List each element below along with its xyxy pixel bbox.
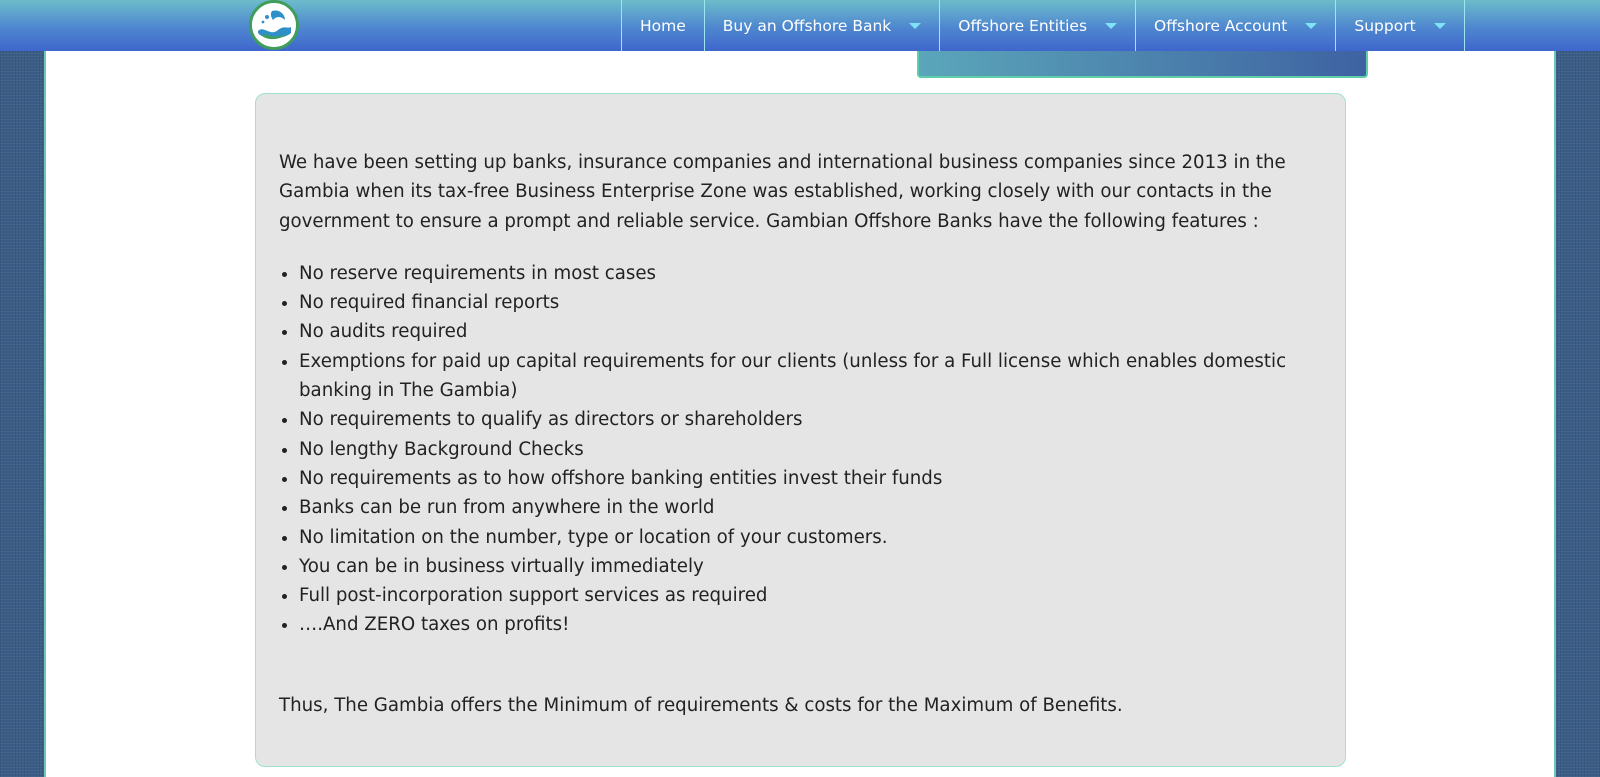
main-menu	[621, 0, 1465, 51]
content-box	[255, 93, 1346, 767]
caret-down-icon	[1434, 23, 1446, 29]
feature-item: • You can be in business virtually immediately	[299, 552, 1323, 581]
feature-item: • No required financial reports	[299, 288, 1323, 317]
feature-item: • No reserve requirements in most cases	[299, 259, 1323, 288]
nav-item-offshore-entities[interactable]	[940, 0, 1136, 51]
water-wave-logo-icon	[252, 3, 296, 47]
nav-item-label: Offshore Account	[1154, 16, 1288, 35]
feature-list	[279, 259, 1323, 640]
closing-paragraph: Thus, The Gambia offers the Minimum of requirements & costs for the Maximum of Benefits.	[279, 694, 1123, 716]
nav-item-buy-offshore-bank[interactable]	[705, 0, 941, 51]
nav-item-support[interactable]	[1336, 0, 1464, 51]
feature-item: • Full post-incorporation support services as required	[299, 581, 1323, 610]
caret-down-icon	[909, 23, 921, 29]
nav-item-home[interactable]	[622, 0, 705, 51]
site-logo[interactable]	[249, 0, 299, 50]
feature-item: • No limitation on the number, type or location of your customers.	[299, 523, 1323, 552]
feature-item: • Banks can be run from anywhere in the world	[299, 493, 1323, 522]
top-navbar	[0, 0, 1600, 51]
nav-item-label: Buy an Offshore Bank	[722, 16, 892, 35]
feature-item: • No lengthy Background Checks	[299, 435, 1323, 464]
feature-item: • No requirements as to how offshore banking entities invest their funds	[299, 464, 1323, 493]
intro-paragraph: We have been setting up banks, insurance companies and international business companies since 2013 in the Gambia when its tax-free Business Enterprise Zone was established, working closely with our contacts in the government to ensure a prompt and reliable service. Gambian Offshore Banks have the following features :	[279, 152, 1286, 232]
nav-item-label: Offshore Entities	[958, 16, 1088, 35]
nav-item-label: Support	[1354, 16, 1416, 35]
nav-item-label: Home	[640, 16, 686, 35]
feature-item: • ….And ZERO taxes on profits!	[299, 610, 1323, 639]
caret-down-icon	[1305, 23, 1317, 29]
feature-item: • No audits required	[299, 317, 1323, 346]
nav-item-offshore-account[interactable]	[1136, 0, 1336, 51]
caret-down-icon	[1105, 23, 1117, 29]
feature-item: • No requirements to qualify as directors or shareholders	[299, 405, 1323, 434]
feature-item: • Exemptions for paid up capital requirements for our clients (unless for a Full license which enables domestic banking in The Gambia)	[299, 347, 1323, 406]
